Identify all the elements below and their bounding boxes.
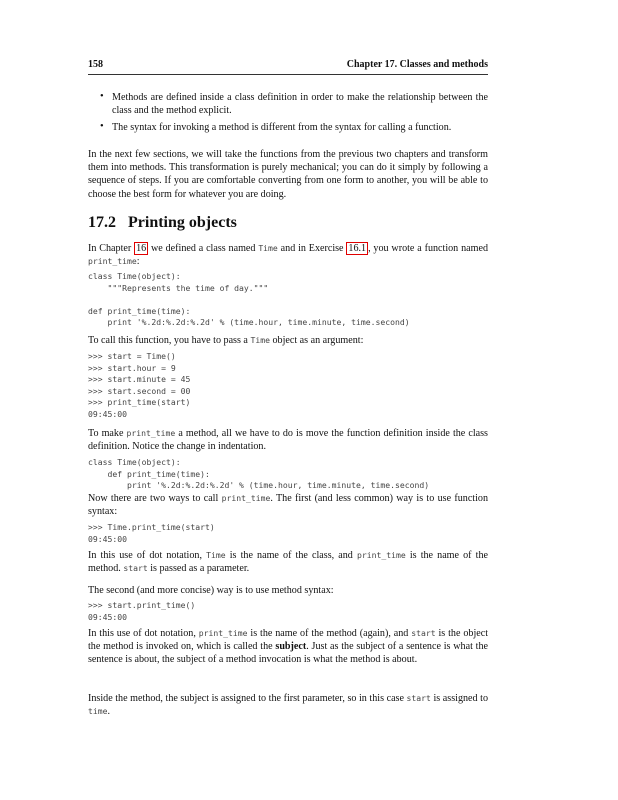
paragraph: The second (and more concise) way is to use method syntax:: [88, 585, 334, 596]
inline-code: print_time: [88, 256, 137, 267]
inline-code: print_time: [126, 428, 176, 438]
code-block: >>> Time.print_time(start) 09:45:00: [88, 522, 215, 544]
running-header: [88, 59, 488, 70]
code-block: >>> start.print_time() 09:45:00: [88, 600, 196, 622]
paragraph: In this use of dot notation, print_time is the name of the method (again), and start is the object the method is invoked on, which is called the subject. Just as the subject of a sentence is what the sentence is about, the subject of a method invocation is what the method is about.: [88, 628, 489, 666]
header-rule: [88, 74, 488, 75]
paragraph: To make print_time a method, all we have to do is move the function definition inside the class definition. Notice the change in indentation.: [88, 428, 488, 453]
inline-code: print_time: [198, 628, 248, 638]
inline-code: print_time: [356, 550, 406, 560]
inline-code: time: [88, 706, 108, 717]
inline-code: Time: [258, 243, 278, 253]
bullet-item: Methods are defined inside a class definition in order to make the relationship between the class and the method explicit.: [112, 92, 488, 117]
code-block: >>> start = Time() >>> start.hour = 9 >>> start.minute = 45 >>> start.second = 00 >>> print_time(start) 09:45:00: [88, 351, 191, 419]
inline-code: start: [406, 693, 431, 703]
code-block: class Time(object): def print_time(time): print '%.2d:%.2d:%.2d' % (time.hour, time.minute, time.second): [88, 457, 430, 491]
paragraph: To call this function, you have to pass a Time object as an argument:: [88, 335, 364, 346]
bullet-icon: •: [100, 121, 104, 132]
chapter-title: Chapter 17. Classes and methods: [346, 59, 488, 70]
paragraph: In Chapter 16 we defined a class named Time and in Exercise 16.1 , you wrote a function named print_time:: [88, 243, 488, 268]
bullet-item: The syntax for invoking a method is different from the syntax for calling a function.: [112, 122, 452, 133]
inline-code: Time: [206, 550, 226, 560]
term-bold: subject: [275, 641, 307, 653]
chapter-link[interactable]: 16: [136, 243, 147, 254]
code-block: class Time(object): """Represents the time of day.""" def print_time(time): print '%.2d:%.2d:%.2d' % (time.hour, time.minute, time.second): [88, 271, 410, 328]
exercise-link[interactable]: 16.1: [348, 243, 367, 254]
paragraph: In this use of dot notation, Time is the name of the class, and print_time is the name of the method. start is passed as a parameter.: [88, 550, 488, 575]
inline-code: Time: [250, 335, 270, 345]
paragraph: Inside the method, the subject is assigned to the first parameter, so in this case start is assigned to time.: [88, 693, 488, 718]
section-title: Printing objects: [128, 214, 237, 231]
page-number: 158: [88, 59, 103, 70]
inline-code: print_time: [221, 493, 271, 503]
paragraph: Now there are two ways to call print_time. The first (and less common) way is to use function syntax:: [88, 493, 489, 518]
intro-paragraph: In the next few sections, we will take the functions from the previous two chapters and transform them into methods. This transformation is purely mechanical; you can do it simply by following a sequence of steps. If you are comfortable converting from one form to another, you will be able to choose the best form for whatever you are doing.: [88, 149, 488, 200]
inline-code: start: [123, 563, 148, 574]
section-number: 17.2: [88, 214, 116, 231]
section-heading: [88, 214, 237, 232]
inline-code: start: [411, 628, 436, 638]
bullet-icon: •: [100, 91, 104, 102]
